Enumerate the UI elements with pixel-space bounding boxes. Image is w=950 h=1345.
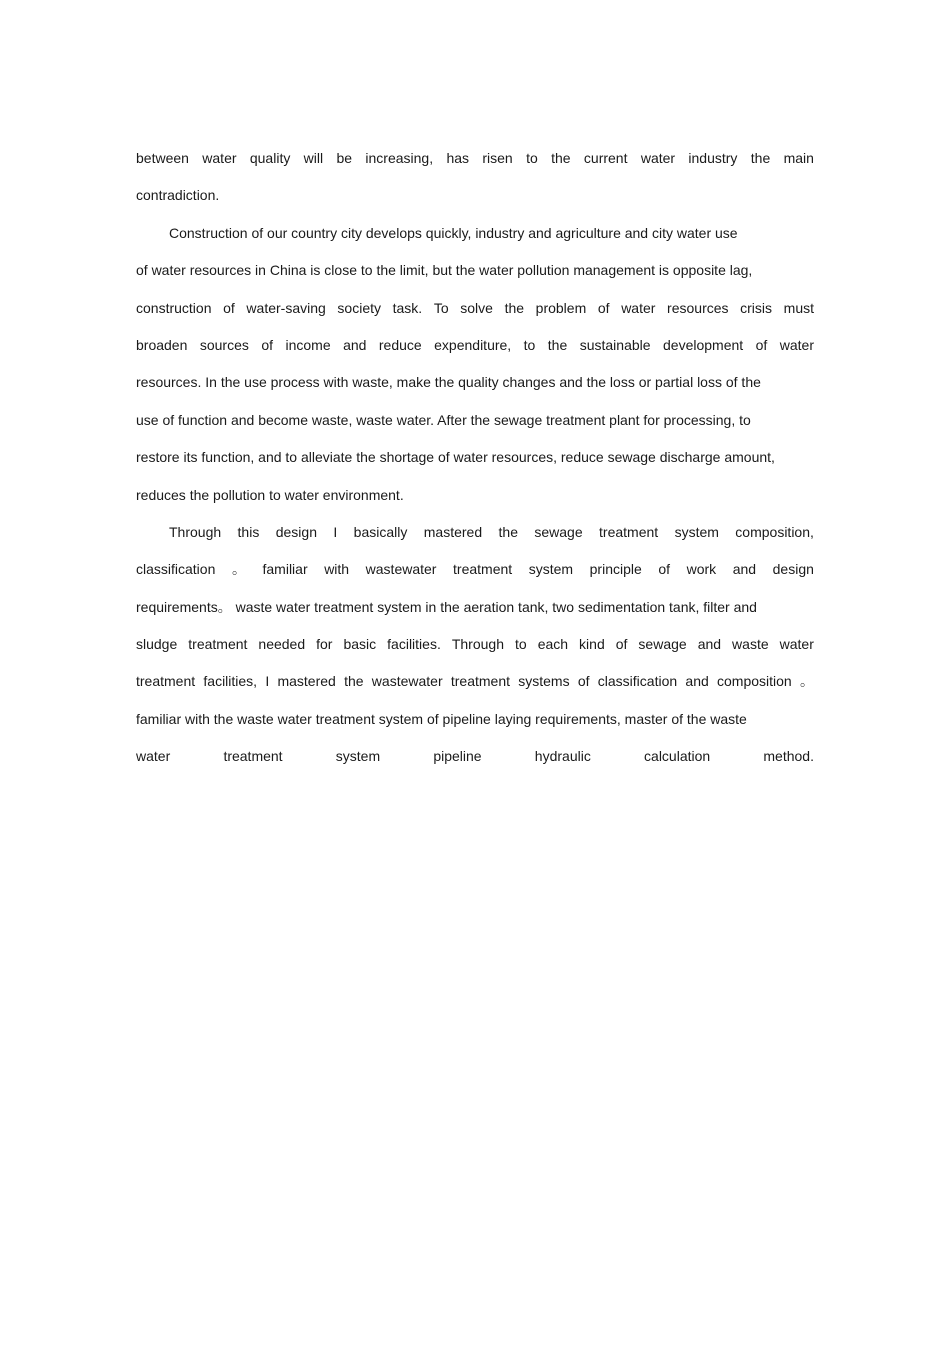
text-line: reduces the pollution to water environment. bbox=[136, 486, 404, 503]
word: problem bbox=[535, 299, 587, 316]
word: treatment bbox=[453, 561, 513, 578]
text-line: of water resources in China is close to the limit, but the water pollution management is opposite lag, bbox=[136, 262, 753, 279]
word: water bbox=[202, 150, 237, 166]
word: the bbox=[750, 150, 771, 166]
word: of bbox=[577, 673, 590, 690]
word: the bbox=[344, 673, 364, 690]
word: Through bbox=[169, 523, 222, 540]
word: system bbox=[335, 748, 381, 765]
word: treatment bbox=[188, 636, 248, 653]
word: development bbox=[663, 336, 744, 353]
word: the bbox=[498, 523, 518, 540]
word: hydraulic bbox=[534, 748, 591, 765]
word: composition, bbox=[735, 523, 814, 540]
word: system bbox=[528, 561, 574, 578]
word: basic bbox=[343, 636, 377, 653]
text-line: familiar with the waste water treatment system of pipeline laying requirements, master of the waste bbox=[136, 710, 747, 727]
word: of bbox=[615, 636, 628, 653]
word: and bbox=[685, 673, 709, 690]
word: the bbox=[504, 299, 525, 316]
word: facilities, bbox=[203, 673, 258, 690]
word: classification bbox=[136, 561, 216, 578]
word: waste bbox=[732, 636, 769, 653]
word: expenditure, bbox=[434, 336, 512, 353]
word: mastered bbox=[277, 673, 336, 690]
word: quality bbox=[249, 150, 291, 166]
text-line bbox=[136, 332, 814, 369]
word: design bbox=[275, 523, 317, 540]
word: sustainable bbox=[579, 336, 651, 353]
text-line bbox=[136, 556, 814, 593]
word: broaden bbox=[136, 336, 188, 353]
text-line: restore its function, and to alleviate the shortage of water resources, reduce sewage discharge amount, bbox=[136, 449, 775, 466]
word: composition bbox=[717, 673, 792, 690]
word: needed bbox=[258, 636, 306, 653]
word: kind bbox=[579, 636, 605, 653]
text-line: Construction of our country city develops quickly, industry and agriculture and city water use bbox=[169, 224, 738, 241]
word: I bbox=[333, 523, 338, 540]
text-line bbox=[136, 743, 814, 780]
word: reduce bbox=[378, 336, 422, 353]
word: construction bbox=[136, 299, 212, 316]
word: wastewater bbox=[371, 673, 443, 690]
word: be bbox=[336, 150, 353, 166]
word: of bbox=[755, 336, 768, 353]
word: 。 bbox=[231, 561, 246, 578]
text-line bbox=[136, 295, 814, 332]
word: of bbox=[597, 299, 610, 316]
word: treatment bbox=[599, 523, 659, 540]
word: pipeline bbox=[433, 748, 482, 765]
word: system bbox=[674, 523, 719, 540]
word: must bbox=[783, 299, 814, 316]
word: I bbox=[265, 673, 270, 690]
word: treatment bbox=[136, 673, 196, 690]
text-line bbox=[136, 145, 814, 182]
word: sewage bbox=[534, 523, 583, 540]
word: water bbox=[136, 748, 171, 765]
word: income bbox=[285, 336, 331, 353]
text-line bbox=[136, 631, 814, 668]
word: wastewater bbox=[365, 561, 437, 578]
word: the bbox=[547, 336, 568, 353]
word: principle bbox=[589, 561, 642, 578]
word: this bbox=[237, 523, 260, 540]
word: design bbox=[772, 561, 814, 578]
text-line: contradiction. bbox=[136, 187, 220, 204]
word: water bbox=[779, 636, 814, 653]
word: sludge bbox=[136, 636, 178, 653]
word: has bbox=[446, 150, 470, 166]
word: society bbox=[337, 299, 381, 316]
word: water bbox=[621, 299, 656, 316]
word: work bbox=[686, 561, 717, 578]
word: Through bbox=[451, 636, 504, 653]
word: systems bbox=[518, 673, 570, 690]
word: and bbox=[697, 636, 722, 653]
word: the bbox=[551, 150, 571, 166]
word: water bbox=[779, 336, 814, 353]
word: increasing, bbox=[365, 150, 434, 166]
word: resources bbox=[667, 299, 729, 316]
word: each bbox=[537, 636, 569, 653]
word: sewage bbox=[638, 636, 687, 653]
word: 。 bbox=[799, 673, 814, 690]
word: treatment bbox=[223, 748, 283, 765]
word: treatment bbox=[450, 673, 510, 690]
word: crisis bbox=[740, 299, 773, 316]
word: current bbox=[583, 150, 628, 166]
word: risen bbox=[482, 150, 513, 166]
word: of bbox=[223, 299, 235, 316]
word: facilities. bbox=[387, 636, 441, 653]
word: task. bbox=[392, 299, 423, 316]
word: between bbox=[136, 150, 189, 166]
text-line: use of function and become waste, waste water. After the sewage treatment plant for processing, to bbox=[136, 411, 751, 428]
body-text bbox=[136, 145, 814, 781]
word: to bbox=[523, 336, 536, 353]
word: sources bbox=[199, 336, 249, 353]
word: of bbox=[261, 336, 274, 353]
word: of bbox=[658, 561, 671, 578]
word: to bbox=[515, 636, 527, 653]
text-line bbox=[136, 668, 814, 705]
word: classification bbox=[597, 673, 678, 690]
text-line: requirements。 waste water treatment system in the aeration tank, two sedimentation tank, filter and bbox=[136, 598, 757, 615]
text-line: resources. In the use process with waste, make the quality changes and the loss or partial loss of the bbox=[136, 374, 761, 391]
word: for bbox=[316, 636, 333, 653]
word: and bbox=[732, 561, 757, 578]
word: water bbox=[640, 150, 676, 166]
word: basically bbox=[353, 523, 408, 540]
word: water-saving bbox=[246, 299, 326, 316]
word: calculation bbox=[644, 748, 711, 765]
word: industry bbox=[688, 150, 738, 166]
word: method. bbox=[763, 748, 814, 765]
word: will bbox=[303, 150, 324, 166]
word: To bbox=[433, 299, 449, 316]
word: to bbox=[526, 150, 538, 166]
text-line bbox=[136, 519, 814, 556]
word: with bbox=[324, 561, 350, 578]
word: and bbox=[343, 336, 367, 353]
word: familiar bbox=[262, 561, 308, 578]
word: mastered bbox=[423, 523, 483, 540]
word: solve bbox=[460, 299, 493, 316]
word: main bbox=[783, 150, 814, 166]
